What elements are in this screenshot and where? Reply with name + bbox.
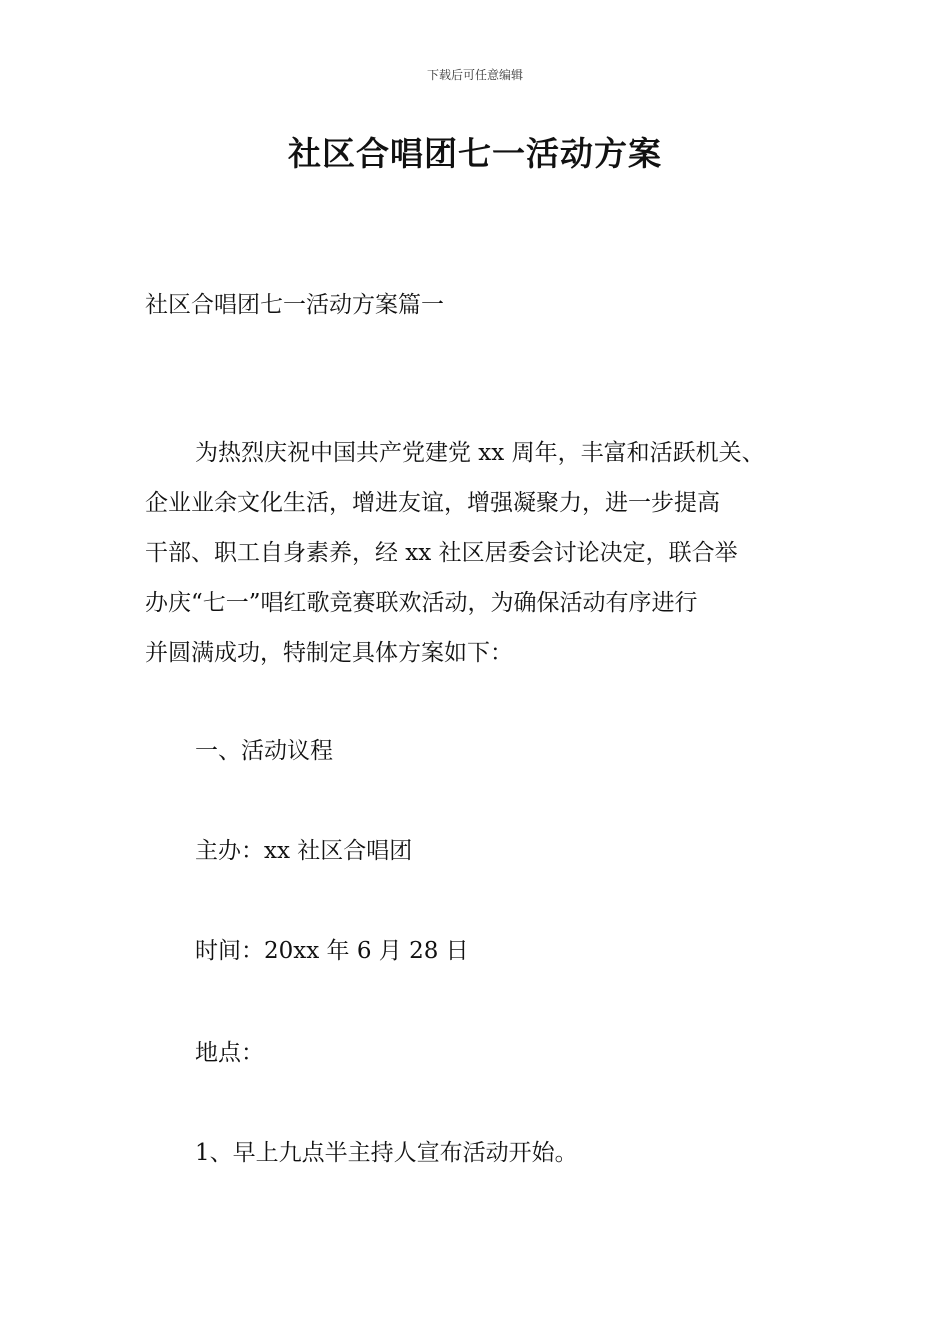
organizer-line: 主办：xx 社区合唱团 [195, 838, 413, 864]
document-title: 社区合唱团七一活动方案 [288, 134, 662, 173]
location-line: 地点： [195, 1040, 264, 1066]
header-note: 下载后可任意编辑 [426, 68, 523, 82]
time-line: 时间：20xx 年 6 月 28 日 [195, 938, 469, 964]
intro-line-4: 办庆“七一”唱红歌竞赛联欢活动，为确保活动有序进行 [145, 590, 698, 616]
intro-line-5: 并圆满成功，特制定具体方案如下： [145, 640, 513, 666]
intro-line-2: 企业业余文化生活，增进友谊，增强凝聚力，进一步提高 [145, 490, 720, 516]
section-heading: 一、活动议程 [195, 738, 333, 764]
intro-line-3: 干部、职工自身素养，经 xx 社区居委会讨论决定，联合举 [145, 540, 738, 566]
intro-line-1: 为热烈庆祝中国共产党建党 xx 周年，丰富和活跃机关、 [195, 440, 765, 466]
document-subtitle: 社区合唱团七一活动方案篇一 [145, 292, 444, 318]
agenda-item-1: 1、早上九点半主持人宣布活动开始。 [195, 1140, 578, 1166]
